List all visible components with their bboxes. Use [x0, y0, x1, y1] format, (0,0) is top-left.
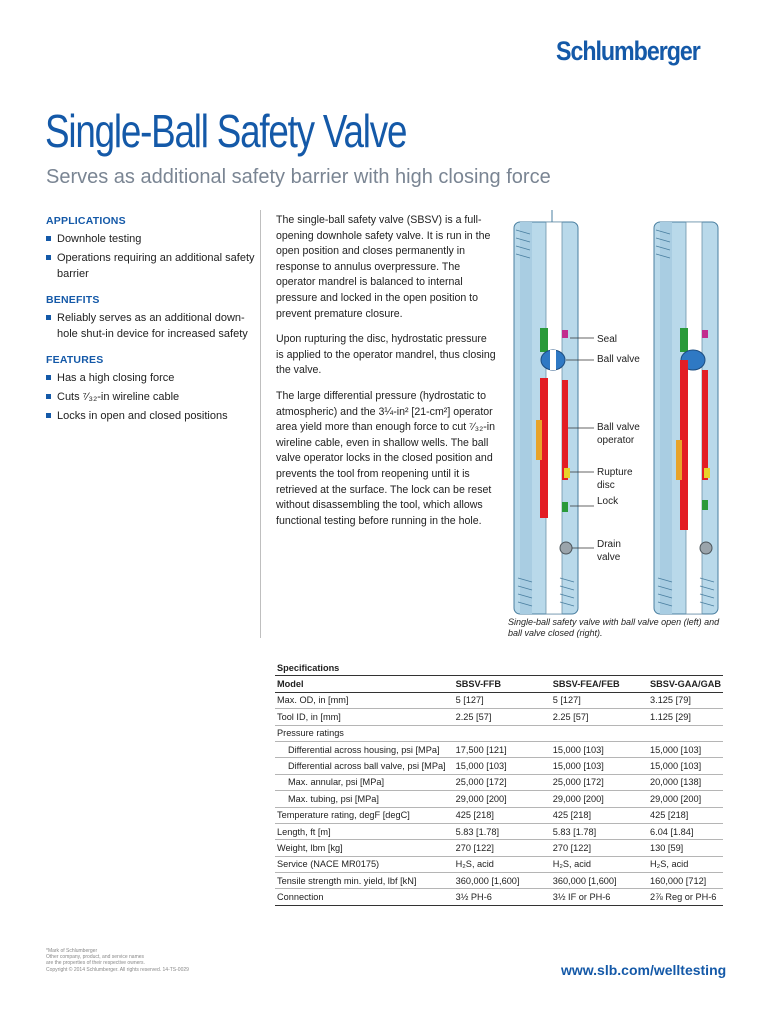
table-cell: [454, 725, 551, 741]
table-cell: 425 [218]: [648, 807, 723, 823]
table-cell: Max. annular, psi [MPa]: [275, 774, 454, 790]
label-operator-line2: operator: [597, 435, 635, 446]
column-header: SBSV-FEA/FEB: [551, 676, 648, 692]
label-drain-line1: Drain: [597, 539, 621, 550]
page-subtitle: Serves as additional safety barrier with high closing force: [46, 166, 551, 188]
table-cell: 29,000 [200]: [454, 791, 551, 807]
table-cell: Tensile strength min. yield, lbf [kN]: [275, 873, 454, 889]
specifications-table: [275, 660, 723, 906]
table-cell: 15,000 [103]: [648, 741, 723, 757]
table-row: [275, 741, 723, 757]
table-row: [275, 823, 723, 839]
table-cell: [648, 725, 723, 741]
table-cell: 5 [127]: [551, 692, 648, 708]
label-drain-line2: valve: [597, 552, 621, 563]
fine-print-line: are the properties of their respective owners.: [46, 960, 145, 967]
table-cell: 20,000 [138]: [648, 774, 723, 790]
list-item: Downhole testing: [46, 231, 256, 247]
label-operator-line1: Ball valve: [597, 422, 640, 433]
table-cell: 360,000 [1,600]: [551, 873, 648, 889]
table-cell: 2.25 [57]: [551, 709, 648, 725]
benefits-heading: BENEFITS: [46, 294, 100, 306]
table-cell: 3.125 [79]: [648, 692, 723, 708]
column-header: SBSV-FFB: [454, 676, 551, 692]
table-row: [275, 873, 723, 889]
table-row: [275, 807, 723, 823]
table-row: [275, 774, 723, 790]
table-cell: Pressure ratings: [275, 725, 454, 741]
fine-print-line: *Mark of Schlumberger: [46, 948, 98, 954]
benefits-list: [46, 310, 256, 342]
table-caption-row: [275, 660, 723, 676]
list-item: Locks in open and closed positions: [46, 408, 256, 424]
table-cell: H₂S, acid: [551, 856, 648, 872]
label-rupture-line2: disc: [597, 480, 615, 491]
table-cell: 5.83 [1.78]: [551, 823, 648, 839]
table-cell: H₂S, acid: [454, 856, 551, 872]
table-cell: 2.25 [57]: [454, 709, 551, 725]
table-cell: 5.83 [1.78]: [454, 823, 551, 839]
list-item: Reliably serves as an additional down-hole shut-in device for increased safety: [46, 310, 256, 342]
valve-open-illustration: [514, 210, 578, 614]
table-row: [275, 856, 723, 872]
valve-cross-section-illustration: [500, 210, 750, 630]
column-header: SBSV-GAA/GAB: [648, 676, 723, 692]
left-column: [46, 213, 256, 434]
paragraph: Upon rupturing the disc, hydrostatic pressure is applied to the operator mandrel, thus closing the valve.: [276, 333, 496, 377]
table-cell: 270 [122]: [454, 840, 551, 856]
table-cell: Max. tubing, psi [MPa]: [275, 791, 454, 807]
table-cell: [551, 725, 648, 741]
table-cell: 1.125 [29]: [648, 709, 723, 725]
table-cell: Tool ID, in [mm]: [275, 709, 454, 725]
table-cell: 270 [122]: [551, 840, 648, 856]
list-item: Has a high closing force: [46, 370, 256, 386]
fine-print-line: Other company, product, and service names: [46, 954, 145, 961]
table-cell: 3½ IF or PH-6: [551, 889, 648, 905]
table-cell: 130 [59]: [648, 840, 723, 856]
table-cell: Connection: [275, 889, 454, 905]
table-cell: H₂S, acid: [648, 856, 723, 872]
table-cell: 3½ PH-6: [454, 889, 551, 905]
table-header-row: [275, 676, 723, 692]
table-cell: 6.04 [1.84]: [648, 823, 723, 839]
table-cell: Max. OD, in [mm]: [275, 692, 454, 708]
fine-print-line: Copyright © 2014 Schlumberger. All rights reserved. 14-TS-0029: [46, 966, 189, 973]
page-title: Single-Ball Safety Valve: [45, 105, 407, 157]
diagram-caption: Single-ball safety valve with ball valve open (left) and ball valve closed (right).: [508, 617, 720, 638]
table-cell: 15,000 [103]: [454, 758, 551, 774]
table-cell: 360,000 [1,600]: [454, 873, 551, 889]
valve-closed-illustration: [654, 222, 718, 614]
website-link[interactable]: www.slb.com/welltesting: [561, 962, 727, 978]
features-list: [46, 370, 256, 424]
column-header: Model: [275, 676, 454, 692]
paragraph: The single-ball safety valve (SBSV) is a full-opening downhole safety valve. It is run in the open position and closes permanently in response to annulus overpressure. The operator mandrel is balanced to internal pressure and locked in the open position to prevent premature closure.: [276, 214, 491, 320]
table-cell: 25,000 [172]: [551, 774, 648, 790]
label-rupture-line1: Rupture: [597, 467, 633, 478]
table-row: [275, 889, 723, 905]
label-ball-valve: Ball valve: [597, 354, 640, 365]
column-divider: [260, 210, 261, 638]
table-cell: 15,000 [103]: [551, 758, 648, 774]
list-item: Operations requiring an additional safety barrier: [46, 250, 256, 282]
label-seal: Seal: [597, 334, 618, 345]
table-cell: Weight, lbm [kg]: [275, 840, 454, 856]
features-heading: FEATURES: [46, 354, 104, 366]
table-cell: Temperature rating, degF [degC]: [275, 807, 454, 823]
table-cell: 160,000 [712]: [648, 873, 723, 889]
table-cell: Differential across ball valve, psi [MPa]: [275, 758, 454, 774]
table-cell: 29,000 [200]: [551, 791, 648, 807]
table-cell: 425 [218]: [551, 807, 648, 823]
legal-fine-print: [46, 948, 246, 973]
applications-heading: APPLICATIONS: [46, 215, 126, 227]
paragraph: The large differential pressure (hydrostatic to atmospheric) and the 3¼-in² [21-cm²] operator area yield more than enough force to cut ⁷⁄₃₂-in wireline cable, even in shallow wells. The ball valve operator locks in the closed position and prevents the tool from reopening until it is retrieved at the surface. The lock can be reset without disassembling the tool, which allows functional testing before running in the hole.: [276, 389, 495, 527]
table-row: [275, 791, 723, 807]
table-cell: 5 [127]: [454, 692, 551, 708]
table-row: [275, 840, 723, 856]
table-cell: 25,000 [172]: [454, 774, 551, 790]
table-caption: Specifications: [275, 660, 723, 676]
table-row: [275, 725, 723, 741]
table-cell: 17,500 [121]: [454, 741, 551, 757]
table-cell: Length, ft [m]: [275, 823, 454, 839]
table-cell: 15,000 [103]: [551, 741, 648, 757]
valve-diagram: [500, 210, 750, 630]
table-cell: 425 [218]: [454, 807, 551, 823]
table-cell: 29,000 [200]: [648, 791, 723, 807]
table-row: [275, 758, 723, 774]
description-text: [276, 213, 496, 539]
table-cell: 2⅞ Reg or PH-6: [648, 889, 723, 905]
schlumberger-logo: Schlumberger: [556, 36, 700, 66]
table-cell: Differential across housing, psi [MPa]: [275, 741, 454, 757]
table-row: [275, 692, 723, 708]
table-cell: 15,000 [103]: [648, 758, 723, 774]
applications-list: [46, 231, 256, 282]
table-cell: Service (NACE MR0175): [275, 856, 454, 872]
list-item: Cuts ⁷⁄₃₂-in wireline cable: [46, 389, 256, 405]
table-row: [275, 709, 723, 725]
label-lock: Lock: [597, 496, 619, 507]
